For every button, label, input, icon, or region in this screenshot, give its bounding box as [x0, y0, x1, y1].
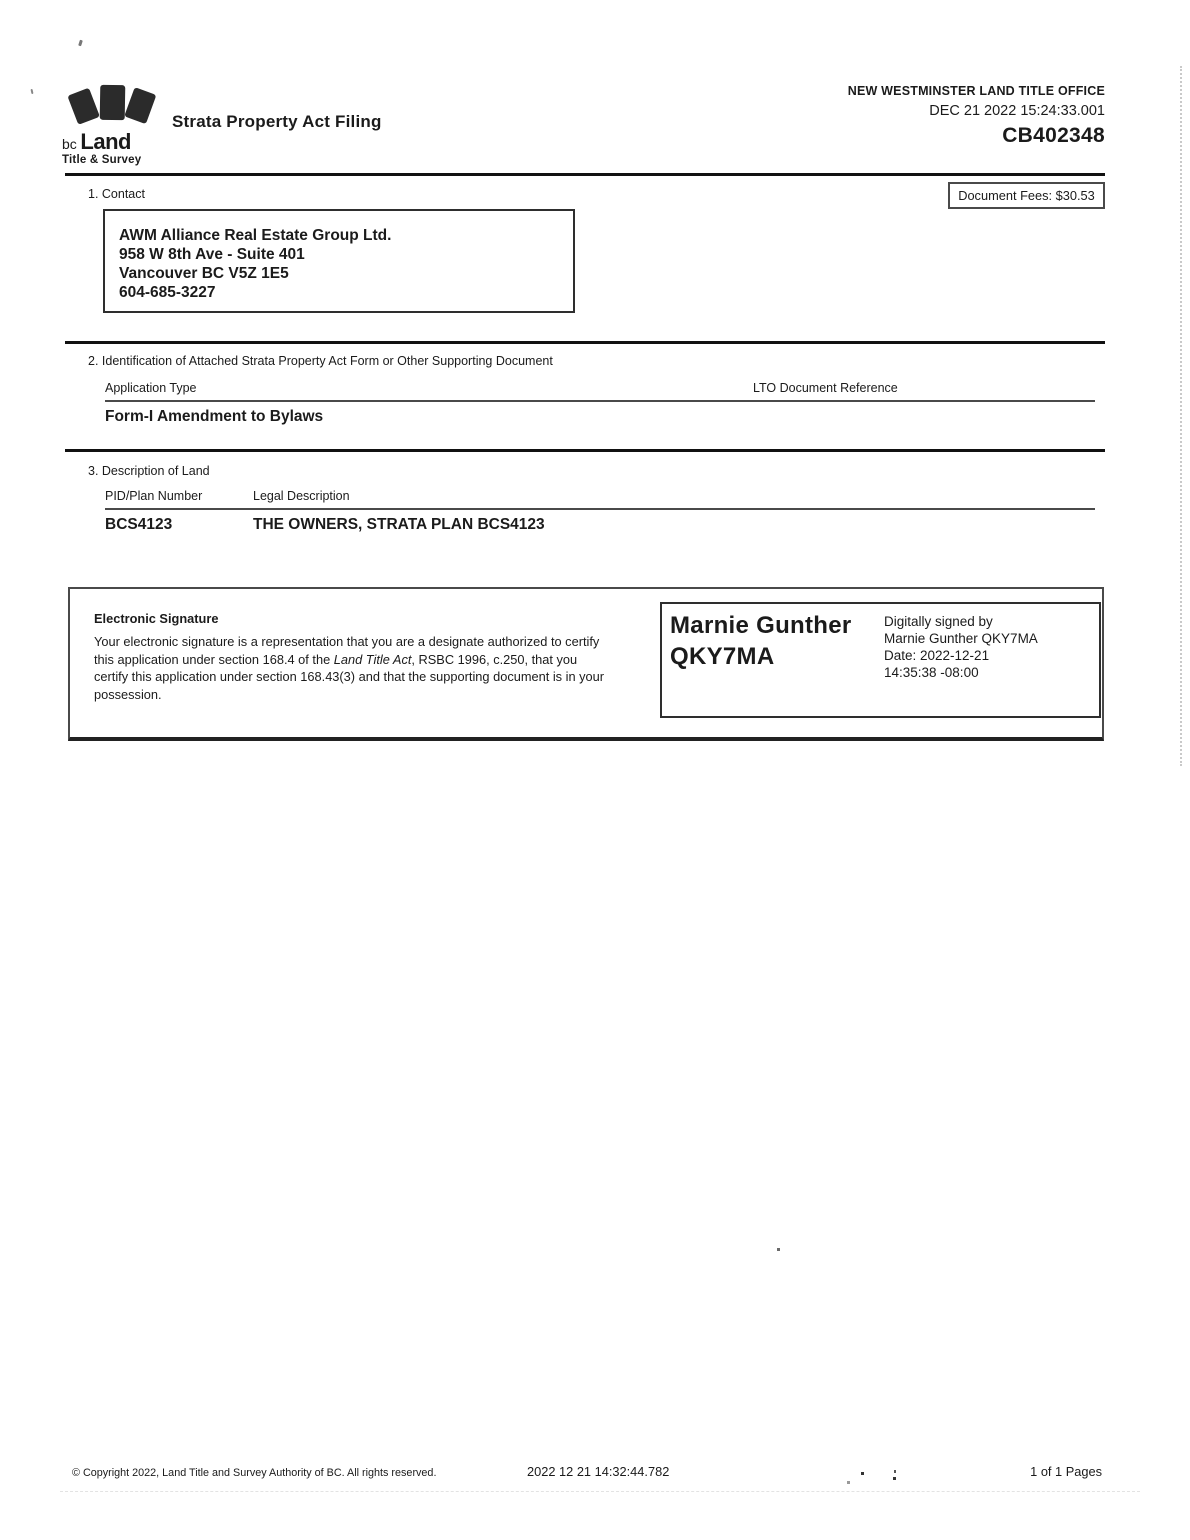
signature-details: [884, 613, 1038, 681]
column-legal-description: Legal Description: [253, 489, 350, 503]
signature-detail-line: 14:35:38 -08:00: [884, 665, 979, 680]
contact-name: AWM Alliance Real Estate Group Ltd.: [119, 227, 392, 244]
footer-timestamp: 2022 12 21 14:32:44.782: [527, 1464, 670, 1479]
signature-detail-line: Date: 2022-12-21: [884, 648, 990, 663]
section-identification-heading: 2. Identification of Attached Strata Property Act Form or Other Supporting Document: [88, 354, 553, 368]
column-pid-plan-number: PID/Plan Number: [105, 489, 203, 503]
scan-artifact: [31, 89, 34, 94]
signature-text-after: , RSBC 1996, c.250, that you certify this application under section 168.43(3) and that the supporting document is in your possession.: [94, 651, 605, 702]
scan-artifact-dotted-line: [1180, 66, 1182, 766]
section-contact-heading: 1. Contact: [88, 187, 145, 201]
scan-artifact: [893, 1477, 896, 1480]
footer-page-count: 1 of 1 Pages: [1030, 1464, 1102, 1479]
header-stamp: [848, 85, 1105, 146]
page-title: Strata Property Act Filing: [172, 112, 382, 131]
section-rule: [65, 341, 1105, 344]
electronic-signature-section: [68, 587, 1104, 741]
bc-land-logo: [62, 84, 172, 166]
section-rule: [65, 449, 1105, 452]
land-title-act-reference: Land Title Act: [333, 651, 412, 667]
signer-name-line2: QKY7MA: [670, 643, 775, 670]
electronic-signature-statement: [94, 633, 610, 703]
legal-description-value: THE OWNERS, STRATA PLAN BCS4123: [253, 516, 545, 533]
contact-phone: 604-685-3227: [119, 284, 216, 301]
scan-artifact: [777, 1248, 780, 1251]
scan-artifact: [861, 1472, 864, 1475]
logo-bc-text: bc: [62, 136, 77, 152]
document-fees-label: Document Fees: $30.53: [958, 188, 1095, 203]
scan-artifact-dotted-line: [60, 1491, 1140, 1492]
bc-land-logo-icon: [62, 84, 162, 124]
contact-address-line1: 958 W 8th Ave - Suite 401: [119, 246, 305, 263]
pid-plan-number-value: BCS4123: [105, 516, 173, 533]
header-rule: [65, 173, 1105, 176]
column-application-type: Application Type: [105, 381, 197, 395]
logo-land-text: Land: [80, 129, 131, 154]
electronic-signature-heading: Electronic Signature: [94, 611, 219, 626]
application-type-value: Form-I Amendment to Bylaws: [105, 408, 324, 425]
logo-subtitle: Title & Survey: [62, 154, 142, 166]
signature-text-before: Your electronic signature is a representation that you are a designate authorized to certify this application under section 168.4 of the: [94, 634, 600, 667]
column-rule: [105, 508, 1095, 510]
land-title-office-name: NEW WESTMINSTER LAND TITLE OFFICE: [847, 84, 1105, 98]
scan-artifact: [847, 1481, 850, 1484]
document-number: CB402348: [1002, 124, 1105, 147]
footer-copyright: © Copyright 2022, Land Title and Survey Authority of BC. All rights reserved.: [72, 1467, 437, 1479]
contact-address-line2: Vancouver BC V5Z 1E5: [119, 265, 289, 282]
logo-wordmark: [62, 131, 172, 153]
column-rule: [105, 400, 1095, 402]
digital-signature-box: [660, 602, 1101, 718]
signature-detail-line: Digitally signed by: [884, 614, 993, 629]
section-land-heading: 3. Description of Land: [88, 464, 210, 478]
signature-detail-line: Marnie Gunther QKY7MA: [884, 631, 1038, 646]
signer-name: [670, 610, 852, 672]
filing-datetime: DEC 21 2022 15:24:33.001: [929, 102, 1105, 119]
column-lto-reference: LTO Document Reference: [753, 381, 898, 395]
document-fees-badge: [948, 182, 1105, 209]
signer-name-line1: Marnie Gunther: [670, 612, 852, 639]
scan-artifact: [894, 1470, 896, 1473]
scan-artifact: [78, 40, 83, 47]
contact-box: [103, 209, 575, 313]
